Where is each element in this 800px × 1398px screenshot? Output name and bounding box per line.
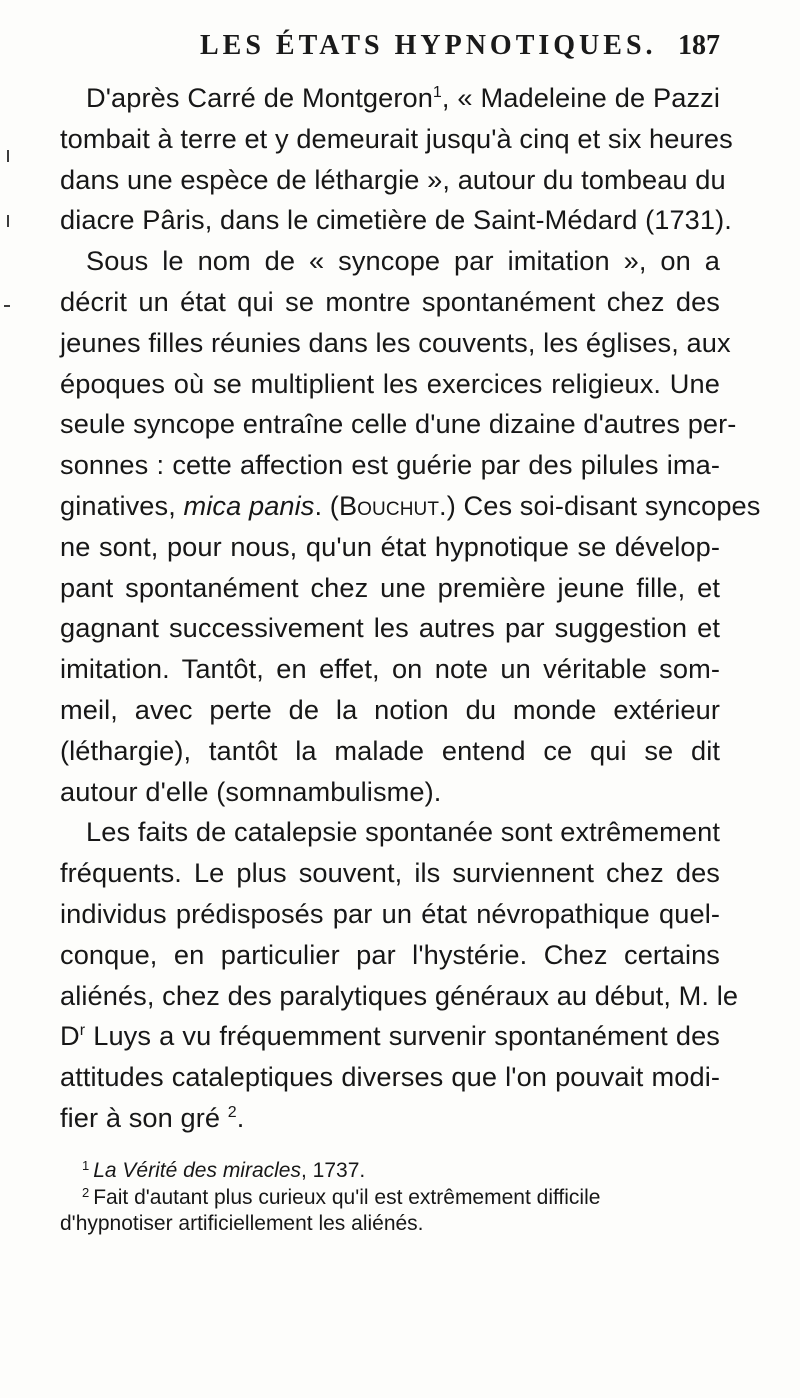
footnote-mark: 2 [82, 1184, 90, 1200]
running-header [160, 30, 720, 70]
footnote: $^2$ Fait d'autant plus curieux qu'il est extrêmement difficile [82, 1184, 601, 1209]
superscript: r [79, 1022, 86, 1040]
text-line: jeunes filles réunies dans les couvents, les églises, aux [60, 326, 731, 358]
text-line: meil, avec perte de la notion du monde extérieur [60, 693, 720, 725]
footnote: $^1$ La Vérité des miracles, 1737. [82, 1158, 366, 1182]
text-line: sonnes : cette affection est guérie par des pilules ima- [60, 449, 720, 481]
scan-mark [7, 215, 9, 227]
scan-mark [4, 305, 10, 307]
footnote-mark: 1 [82, 1158, 90, 1173]
text-line: Sous le nom de « syncope par imitation », on a [86, 245, 720, 277]
text-line: décrit un état qui se montre spontanément chez des [60, 285, 720, 317]
author-name: Bouchut [338, 489, 440, 521]
text-line: (léthargie), tantôt la malade entend ce qui se dit [60, 734, 720, 766]
text-line: fréquents. Le plus souvent, ils surviennent chez des [60, 857, 720, 889]
text-line: seule syncope entraîne celle d'une dizaine d'autres per- [60, 408, 737, 440]
text-line: diacre Pâris, dans le cimetière de Saint-Médard (1731). [60, 204, 732, 236]
text-line: aliénés, chez des paralytiques généraux au début, M. le [60, 979, 739, 1011]
text-line: imitation. Tantôt, en effet, on note un véritable som- [60, 653, 720, 685]
footnote-ref: 1 [432, 84, 442, 101]
text-line: dans une espèce de léthargie », autour du tombeau du [60, 163, 726, 195]
text-line: pant spontanément chez une première jeune fille, et [60, 571, 720, 603]
text-line: époques où se multiplient les exercices religieux. Une [60, 367, 720, 399]
text-line: individus prédisposés par un état névropathique quel- [60, 897, 720, 929]
running-title: LES ÉTATS HYPNOTIQUES. [200, 30, 657, 61]
footnote-title: La Vérité des miracles [93, 1159, 301, 1182]
text-line: ginatives, mica panis. (Bouchut.) Ces soi-disant syncopes [60, 489, 761, 521]
body-text [60, 78, 761, 1139]
text-line: conque, en particulier par l'hystérie. Chez certains [60, 938, 720, 970]
text-line: tombait à terre et y demeurait jusqu'à cinq et six heures [60, 122, 733, 154]
text-line: fier à son gré $^2$. [60, 1101, 245, 1133]
text-line: D$^r$ Luys a vu fréquemment survenir spontanément des [60, 1020, 720, 1052]
text-line: attitudes cataleptiques diverses que l'on pouvait modi- [60, 1061, 720, 1093]
text-line: gagnant successivement les autres par suggestion et [60, 612, 720, 644]
footnotes [60, 1158, 720, 1238]
scan-mark [7, 150, 9, 162]
text-line: ne sont, pour nous, qu'un état hypnotique se dévelop- [60, 530, 720, 562]
text-line: autour d'elle (somnambulisme). [60, 775, 442, 807]
footnote-ref: 2 [227, 1103, 237, 1121]
text-line: Les faits de catalepsie spontanée sont extrêmement [86, 816, 720, 848]
page-number: 187 [678, 30, 720, 61]
text-line: D'après Carré de Montgeron$^1$, « Madeleine de Pazzi [86, 82, 721, 113]
footnote-continuation: d'hypnotiser artificiellement les aliénés. [60, 1212, 424, 1235]
italic-term: mica panis [183, 489, 315, 521]
